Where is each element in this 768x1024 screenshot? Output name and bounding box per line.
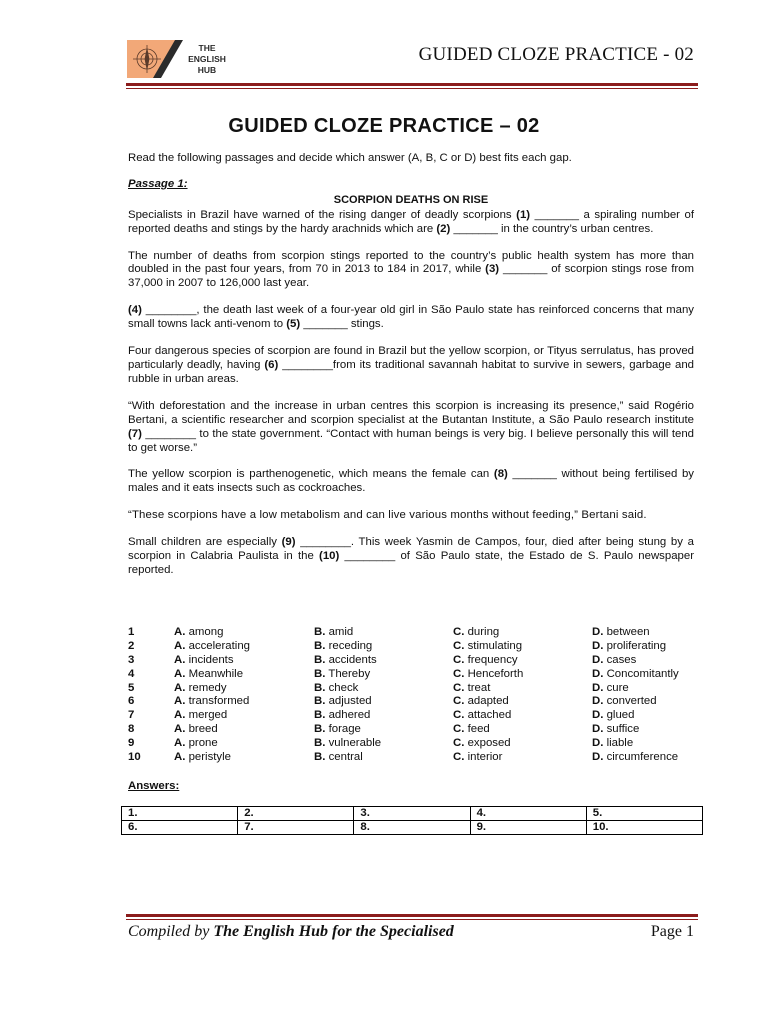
option-letter: D. <box>592 653 604 666</box>
paragraph-3-text-b: _______ stings. <box>300 318 384 331</box>
paragraph-1-text-b: _______ a spiraling number of reported deaths and stings by the hardy arachnids which are <box>128 208 694 235</box>
paragraph-3 <box>128 304 694 332</box>
option-c[interactable] <box>453 723 592 737</box>
option-letter: D. <box>592 639 604 652</box>
option-letter: C. <box>453 723 465 736</box>
option-row <box>128 668 718 682</box>
option-c[interactable] <box>453 695 592 709</box>
option-text: stimulating <box>467 639 523 652</box>
option-letter: A. <box>174 737 186 750</box>
paragraph-1 <box>128 209 694 237</box>
option-row <box>128 751 718 765</box>
option-letter: A. <box>174 695 186 708</box>
option-text: treat <box>467 681 491 694</box>
option-c[interactable] <box>453 709 592 723</box>
option-c[interactable] <box>453 626 592 640</box>
answer-cell-7[interactable]: 7. <box>238 821 354 835</box>
option-a[interactable] <box>174 723 314 737</box>
option-text: receding <box>328 639 373 652</box>
paragraph-5-text-a: “With deforestation and the increase in urban centres this scorpion is increasing its presence,” said Rogério Bertani, a scientific researcher and scorpion specialist at the Butantan Institute, a São Paulo research institute <box>128 399 694 426</box>
option-text: check <box>328 681 359 694</box>
paragraph-4-text-b: ________from its traditional savannah habitat to survive in sewers, garbage and rubble in urban areas. <box>128 358 694 385</box>
answer-cell-5[interactable]: 5. <box>586 807 702 821</box>
question-number: 6 <box>128 695 135 708</box>
option-letter: A. <box>174 639 186 652</box>
option-text: adhered <box>328 709 371 722</box>
option-text: exposed <box>467 737 511 750</box>
option-letter: A. <box>174 751 186 764</box>
option-letter: C. <box>453 695 465 708</box>
answers-row-2 <box>122 821 703 835</box>
option-b[interactable] <box>314 737 453 751</box>
option-d[interactable] <box>592 640 718 654</box>
option-text: attached <box>467 709 512 722</box>
option-text: suffice <box>606 723 640 736</box>
option-text: Thereby <box>328 667 371 680</box>
gap-9: (9) <box>281 536 296 549</box>
option-letter: B. <box>314 626 326 638</box>
paragraph-6 <box>128 468 694 496</box>
logo-text-1: THE <box>198 43 216 53</box>
paragraph-2-text-a: The number of deaths from scorpion stings reported to the country’s public health system has more than doubled in the past four years, from 70 in 2013 to 184 in 2017, while <box>128 249 694 276</box>
paragraph-5 <box>128 400 694 456</box>
option-letter: B. <box>314 639 326 652</box>
option-letter: D. <box>592 751 604 764</box>
option-c[interactable] <box>453 751 592 765</box>
option-text: converted <box>606 695 657 708</box>
option-a[interactable] <box>174 668 314 682</box>
paragraph-4 <box>128 345 694 387</box>
answer-cell-3[interactable]: 3. <box>354 807 470 821</box>
option-letter: D. <box>592 723 604 736</box>
option-text: central <box>328 751 363 764</box>
option-text: amid <box>328 626 354 638</box>
footer-rule-thin <box>126 919 698 920</box>
option-text: forage <box>328 723 361 736</box>
option-text: adjusted <box>328 695 372 708</box>
option-b[interactable] <box>314 695 453 709</box>
page-title: GUIDED CLOZE PRACTICE – 02 <box>228 115 540 137</box>
option-d[interactable] <box>592 654 718 668</box>
option-row <box>128 682 718 696</box>
question-number: 3 <box>128 653 135 666</box>
option-b[interactable] <box>314 723 453 737</box>
page-number: Page 1 <box>650 923 694 940</box>
paragraph-8-text-b: ________. This week Yasmin de Campos, four, died after being stung by a scorpion in Calabria Paulista in the <box>128 536 694 563</box>
paragraph-2-text-b: _______ of scorpion stings rose from 37,000 in 2007 to 126,000 last year. <box>128 263 694 290</box>
answer-cell-1[interactable]: 1. <box>122 807 238 821</box>
logo-text-2: ENGLISH <box>188 54 226 64</box>
option-text: during <box>467 626 500 638</box>
paragraph-8-text-c: ________ of São Paulo state, the Estado de S. Paulo newspaper reported. <box>128 550 694 576</box>
option-letter: C. <box>453 751 465 764</box>
option-text: peristyle <box>188 751 231 764</box>
option-letter: C. <box>453 737 465 750</box>
gap-6: (6) <box>264 358 279 371</box>
option-d[interactable] <box>592 723 718 737</box>
option-row <box>128 654 718 668</box>
option-text: interior <box>467 751 503 764</box>
option-text: transformed <box>188 695 250 708</box>
answer-cell-8[interactable]: 8. <box>354 821 470 835</box>
option-text: between <box>606 626 650 638</box>
logo-text-3: HUB <box>197 65 217 75</box>
option-a[interactable] <box>174 737 314 751</box>
option-a[interactable] <box>174 695 314 709</box>
option-text: cure <box>606 681 629 694</box>
option-a[interactable] <box>174 682 314 696</box>
header-rule <box>126 83 698 86</box>
option-text: incidents <box>188 653 234 666</box>
option-a[interactable] <box>174 654 314 668</box>
answer-cell-4[interactable]: 4. <box>470 807 586 821</box>
option-letter: C. <box>453 681 465 694</box>
footer-prefix: Compiled by <box>128 923 214 940</box>
option-text: among <box>188 626 224 638</box>
option-row <box>128 723 718 737</box>
option-letter: B. <box>314 695 326 708</box>
option-d[interactable] <box>592 682 718 696</box>
option-letter: C. <box>453 639 465 652</box>
option-text: Concomitantly <box>606 667 679 680</box>
passage-label: Passage 1: <box>128 177 188 190</box>
passage-content <box>128 152 694 591</box>
option-letter: D. <box>592 709 604 722</box>
question-number: 5 <box>128 681 135 694</box>
option-a[interactable] <box>174 709 314 723</box>
paragraph-7: “These scorpions have a low metabolism and can live various months without feeding,” Bertani said. <box>128 509 647 522</box>
option-text: breed <box>188 723 218 736</box>
question-number: 4 <box>128 667 135 680</box>
footer-rule <box>126 914 698 917</box>
option-letter: A. <box>174 653 186 666</box>
option-text: Meanwhile <box>188 667 244 680</box>
gap-7: (7) <box>128 427 142 440</box>
option-text: remedy <box>188 681 227 694</box>
option-a[interactable] <box>174 751 314 765</box>
option-d[interactable] <box>592 695 718 709</box>
paragraph-3-text-a: ________, the death last week of a four-year old girl in São Paulo state has reinforced concerns that many small towns lack anti-venom to <box>128 304 694 331</box>
option-row <box>128 709 718 723</box>
option-d[interactable] <box>592 751 718 765</box>
option-letter: A. <box>174 709 186 722</box>
option-letter: B. <box>314 653 326 666</box>
option-d[interactable] <box>592 626 718 640</box>
instruction: Read the following passages and decide which answer (A, B, C or D) best fits each gap. <box>128 152 572 164</box>
option-a[interactable] <box>174 626 314 640</box>
option-b[interactable] <box>314 751 453 765</box>
logo-graphic <box>127 40 237 78</box>
option-text: feed <box>467 723 490 736</box>
answer-cell-6[interactable]: 6. <box>122 821 238 835</box>
answers-label: Answers: <box>128 780 180 792</box>
option-letter: B. <box>314 709 326 722</box>
option-text: accelerating <box>188 639 250 652</box>
option-letter: A. <box>174 681 186 694</box>
option-letter: D. <box>592 681 604 694</box>
option-letter: C. <box>453 667 465 680</box>
gap-3: (3) <box>485 263 500 276</box>
option-letter: D. <box>592 737 604 750</box>
gap-8: (8) <box>493 468 508 481</box>
header-title: GUIDED CLOZE PRACTICE - 02 <box>418 44 694 65</box>
option-row <box>128 695 718 709</box>
option-b[interactable] <box>314 640 453 654</box>
gap-2: (2) <box>436 222 451 235</box>
option-text: cases <box>606 653 637 666</box>
option-b[interactable] <box>314 626 453 640</box>
option-row <box>128 640 718 654</box>
footer-credit <box>128 923 454 941</box>
option-letter: B. <box>314 751 326 764</box>
option-text: frequency <box>467 653 518 666</box>
options-list <box>128 626 718 765</box>
gap-4: (4) <box>128 304 142 317</box>
option-d[interactable] <box>592 737 718 751</box>
paragraph-2 <box>128 250 694 292</box>
option-b[interactable] <box>314 654 453 668</box>
paragraph-1-text-c: _______ in the country’s urban centres. <box>450 222 654 235</box>
option-d[interactable] <box>592 668 718 682</box>
answers-table <box>121 806 703 835</box>
option-c[interactable] <box>453 654 592 668</box>
gap-5: (5) <box>286 318 301 331</box>
option-b[interactable] <box>314 682 453 696</box>
option-c[interactable] <box>453 682 592 696</box>
answers-row-1 <box>122 807 703 821</box>
answer-cell-10[interactable]: 10. <box>586 821 702 835</box>
option-letter: C. <box>453 709 465 722</box>
option-text: vulnerable <box>328 737 382 750</box>
question-number: 1 <box>128 626 135 638</box>
option-b[interactable] <box>314 709 453 723</box>
gap-10: (10) <box>319 550 340 563</box>
question-number: 2 <box>128 639 135 652</box>
option-text: Henceforth <box>467 667 524 680</box>
option-letter: C. <box>453 626 465 638</box>
option-text: accidents <box>328 653 377 666</box>
passage-title: SCORPION DEATHS ON RISE <box>333 193 489 206</box>
option-letter: A. <box>174 723 186 736</box>
option-letter: B. <box>314 681 326 694</box>
option-text: prone <box>188 737 218 750</box>
option-text: adapted <box>467 695 509 708</box>
answer-cell-9[interactable]: 9. <box>470 821 586 835</box>
paragraph-4-text-a: Four dangerous species of scorpion are found in Brazil but the yellow scorpion, or Tityus serrulatus, has proved particularly deadly, having <box>128 345 694 371</box>
option-letter: D. <box>592 626 604 638</box>
option-text: merged <box>188 709 228 722</box>
option-c[interactable] <box>453 668 592 682</box>
option-letter: B. <box>314 723 326 736</box>
paragraph-8 <box>128 536 694 578</box>
option-text: proliferating <box>606 639 667 652</box>
paragraph-6-text-a: The yellow scorpion is parthenogenetic, which means the female can <box>128 468 494 481</box>
paragraph-8-text-a: Small children are especially <box>128 536 282 549</box>
option-row <box>128 626 718 640</box>
option-row <box>128 737 718 751</box>
question-number: 9 <box>128 737 135 750</box>
question-number: 7 <box>128 709 135 722</box>
option-letter: D. <box>592 695 604 708</box>
paragraph-5-text-b: ________ to the state government. “Contact with human beings is very big. I believe personally this will tend to get worse.” <box>128 427 694 454</box>
option-letter: B. <box>314 737 326 750</box>
paragraph-6-text-b: _______ without being fertilised by males and it eats insects such as cockroaches. <box>128 468 694 495</box>
option-text: liable <box>606 737 634 750</box>
option-text: glued <box>606 709 635 722</box>
option-a[interactable] <box>174 640 314 654</box>
option-letter: A. <box>174 667 186 680</box>
paragraph-1-text-a: Specialists in Brazil have warned of the rising danger of deadly scorpions <box>128 208 517 221</box>
option-letter: A. <box>174 626 186 638</box>
footer-org: The English Hub for the Specialised <box>213 923 454 940</box>
option-d[interactable] <box>592 709 718 723</box>
question-number: 10 <box>128 751 141 764</box>
logo <box>127 40 237 78</box>
option-b[interactable] <box>314 668 453 682</box>
option-letter: C. <box>453 653 465 666</box>
option-letter: D. <box>592 667 604 680</box>
header-rule-thin <box>126 88 698 89</box>
question-number: 8 <box>128 723 135 736</box>
option-c[interactable] <box>453 737 592 751</box>
option-letter: B. <box>314 667 326 680</box>
option-text: circumference <box>606 751 679 764</box>
answer-cell-2[interactable]: 2. <box>238 807 354 821</box>
option-c[interactable] <box>453 640 592 654</box>
gap-1: (1) <box>516 208 531 221</box>
